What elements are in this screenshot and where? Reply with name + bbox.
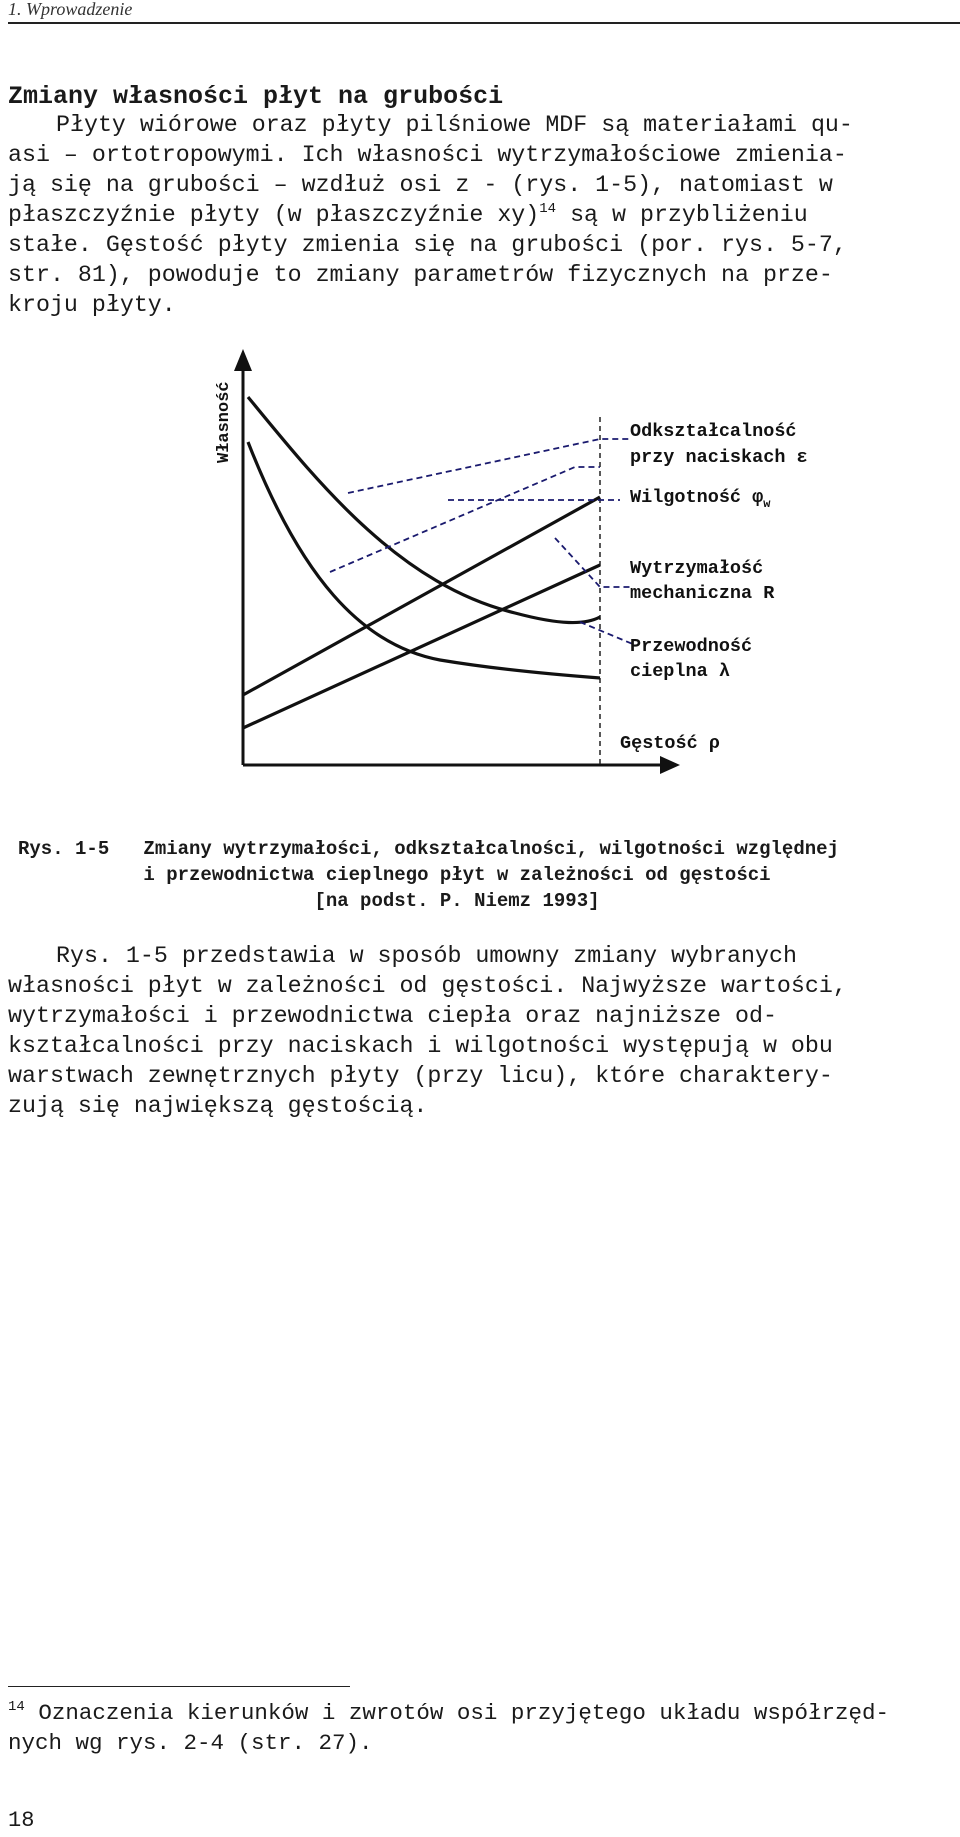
moisture-curve xyxy=(248,442,600,678)
label-deformability-line2: przy naciskach ε xyxy=(630,447,808,468)
paragraph-line: własności płyt w zależności od gęstości. Najwyższe wartości, xyxy=(8,973,847,999)
page-number: 18 xyxy=(8,1808,35,1833)
paragraph-line: Płyty wiórowe oraz płyty pilśniowe MDF są materiałami qu- xyxy=(56,112,853,138)
paragraph-line: warstwach zewnętrznych płyty (przy licu), które charaktery- xyxy=(8,1063,833,1089)
paragraph-line: zują się największą gęstością. xyxy=(8,1093,428,1119)
label-strength-line1: Wytrzymałość xyxy=(630,558,764,579)
label-conductivity-line2: cieplna λ xyxy=(630,661,730,682)
footnote-reference: 14 xyxy=(539,201,557,217)
x-axis-label: Gęstość ρ xyxy=(620,733,720,754)
footnote-text: Oznaczenia kierunków i zwrotów osi przyjętego układu współrzęd- xyxy=(24,1700,889,1726)
leader-deformability xyxy=(348,439,630,493)
paragraph-description xyxy=(8,941,954,1121)
paragraph-line: kroju płyty. xyxy=(8,292,176,318)
y-axis-label: Własność xyxy=(215,381,234,463)
section-title: Zmiany własności płyt na grubości xyxy=(8,82,504,111)
footnote-number: 14 xyxy=(8,1699,25,1715)
label-moisture xyxy=(630,487,771,511)
leader-conductivity-2 xyxy=(580,622,635,645)
figure-caption xyxy=(18,836,948,914)
label-conductivity-line1: Przewodność xyxy=(630,636,753,657)
paragraph-line: str. 81), powoduje to zmiany parametrów fizycznych na prze- xyxy=(8,262,833,288)
label-deformability-line1: Odkształcalność xyxy=(630,421,797,442)
paragraph-line-part: płaszczyźnie płyty (w płaszczyźnie xy) xyxy=(8,202,540,228)
running-header-title: 1. Wprowadzenie xyxy=(8,0,133,19)
strength-curve xyxy=(243,497,600,695)
paragraph-line-with-footnote xyxy=(8,200,954,230)
paragraph-line: kształcalności przy naciskach i wilgotności występują w obu xyxy=(8,1033,833,1059)
paragraph-line-part: są w przybliżeniu xyxy=(570,202,808,228)
caption-line: i przewodnictwa cieplnego płyt w zależności od gęstości xyxy=(18,864,771,886)
footnote-divider xyxy=(8,1686,350,1687)
y-axis-arrow xyxy=(234,349,252,371)
paragraph-line: ją się na grubości – wzdłuż osi z - (rys. 1-5), natomiast w xyxy=(8,172,833,198)
caption-line: [na podst. P. Niemz 1993] xyxy=(18,890,600,912)
paragraph-line: asi – ortotropowymi. Ich własności wytrzymałościowe zmienia- xyxy=(8,142,847,168)
paragraph-intro xyxy=(8,110,954,320)
paragraph-line: Rys. 1-5 przedstawia w sposób umowny zmiany wybranych xyxy=(56,943,797,969)
footnote xyxy=(8,1698,954,1758)
paragraph-line: stałe. Gęstość płyty zmienia się na grubości (por. rys. 5-7, xyxy=(8,232,847,258)
footnote-line xyxy=(8,1698,954,1728)
running-header xyxy=(8,0,960,24)
label-strength-line2: mechaniczna R xyxy=(630,583,775,604)
x-axis-arrow xyxy=(660,756,680,774)
caption-line: Rys. 1-5 Zmiany wytrzymałości, odkształcalności, wilgotności względnej xyxy=(18,838,839,860)
footnote-line: nych wg rys. 2-4 (str. 27). xyxy=(8,1730,373,1756)
property-density-diagram xyxy=(0,345,960,785)
label-moisture-main: Wilgotność φ xyxy=(630,487,764,508)
paragraph-line: wytrzymałości i przewodnictwa ciepła oraz najniższe od- xyxy=(8,1003,777,1029)
label-moisture-subscript: w xyxy=(763,497,771,511)
conductivity-curve xyxy=(243,565,600,728)
